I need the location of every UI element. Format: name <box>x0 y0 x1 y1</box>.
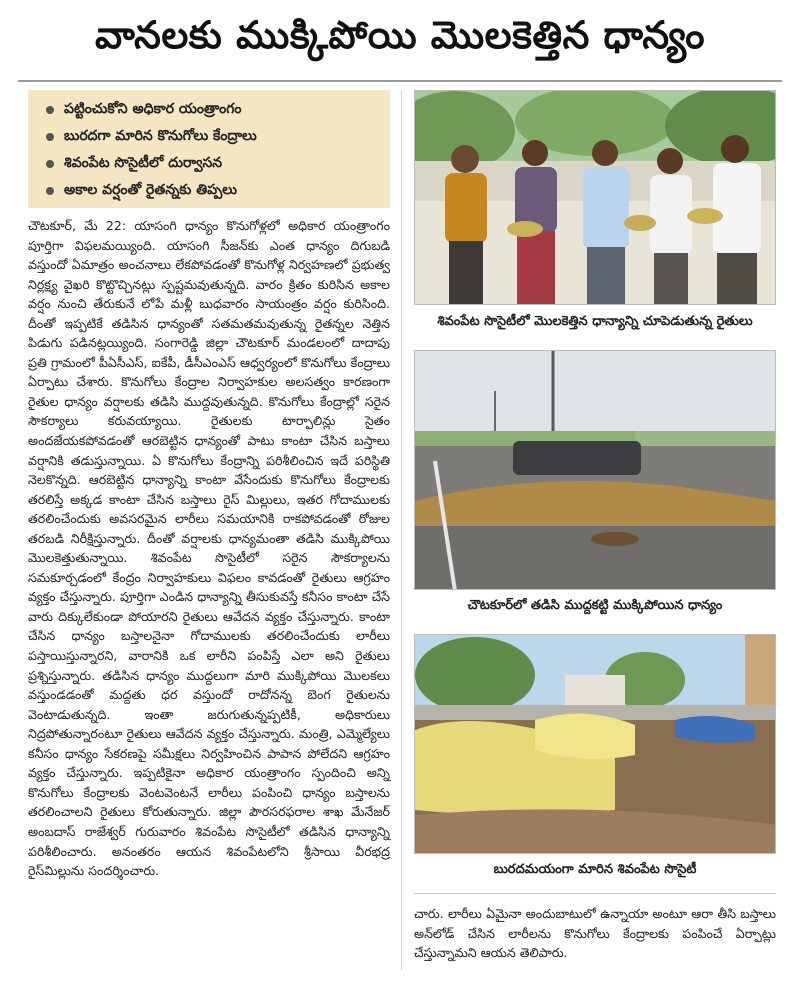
highlight-item <box>42 150 380 177</box>
highlights-list <box>42 96 380 204</box>
muddy-yard-photo-illustration <box>415 635 776 854</box>
highlight-text: పట్టించుకోని అధికార యంత్రాంగం <box>64 101 242 117</box>
highlight-text: శివంపేట సొసైటీలో దుర్వాసన <box>64 155 223 171</box>
headline: వానలకు ముక్కిపోయి మొలకెత్తిన ధాన్యం <box>95 13 705 57</box>
highlight-item <box>42 177 380 204</box>
bullet-icon <box>46 160 54 168</box>
highlight-item <box>42 123 380 150</box>
section-divider <box>414 893 776 894</box>
photo-caption: చౌటకూర్‌లో తడిసి ముద్దకట్టి ముక్కిపోయిన ధాన్యం <box>467 598 723 613</box>
article-continuation: చారు. లారీలు ఏమైనా అందుబాటులో ఉన్నాయా అంటూ ఆరా తీసి బస్తాలు అన్‌లోడ్ చేసిన లారీలను కొనుగోలు కేంద్రాలకు పంపించే ఏర్పాట్లు చేస్తున్నామని ఆయన తెలిపారు. <box>414 906 776 961</box>
column-divider <box>401 90 402 970</box>
photo-farmers <box>414 90 776 305</box>
headline-divider <box>18 80 782 82</box>
article-body <box>28 216 390 881</box>
photo-caption: బురదమయంగా మారిన శివంపేట సొసైటీ <box>493 862 697 877</box>
photo-wet-grain <box>414 350 776 590</box>
bullet-icon <box>46 187 54 195</box>
highlights-box <box>28 90 390 208</box>
bullet-icon <box>46 106 54 114</box>
photo-caption: శివంపేట సొసైటీలో మొలకెత్తిన ధాన్యాన్ని చూపెడుతున్న రైతులు <box>437 314 753 329</box>
article-paragraph: చౌటకూర్, మే 22: యాసంగి ధాన్యం కొనుగోళ్లలో అధికార యంత్రాంగం పూర్తిగా విఫలమయ్యింది. యాసంగి సీజన్‌కు ఎంత ధాన్యం దిగుబడి వస్తుందో ఏమాత్రం అంచనాలు లేకపోవడంతో కొనుగోళ్ల నిర్వహణలో ప్రభుత్వ నిర్లక్ష్య వైఖరి కొట్టొచ్చినట్లు స్పష్టమవుతున్నది. వారం క్రితం కురిసిన అకాల వర్షం నుంచి తేరుకునే లోపే మళ్లీ బుధవారం సాయంత్రం వర్షం కురిసింది. దీంతో ఇప్పటికే తడిసిన ధాన్యంతో సతమతమవుతున్న రైతన్నల నెత్తిన పిడుగు పడినట్లయ్యింది. సంగారెడ్డి జిల్లా చౌటకూర్ మండలంలో దాదాపు ప్రతి గ్రామంలో పీఏసీఎస్, ఐకేపీ, డీసీఎంఎస్ ఆధ్వర్యంలో కొనుగోలు కేంద్రాలు ఏర్పాటు చేశారు. కొనుగోలు కేంద్రాల నిర్వాహకుల అలసత్వం కారణంగా రైతుల ధాన్యం వర్షాలకు తడిసి ముద్దవుతున్నది. కొనుగోలు కేంద్రాల్లో సరైన సౌకర్యాలు కరువయ్యాయి. రైతులకు టార్పాలిన్లు సైతం అందజేయకపోవడంతో ఆరబెట్టిన ధాన్యంతో పాటు కాంటా చేసిన బస్తాలు వర్షానికి తడుస్తున్నాయి. ఏ కొనుగోలు కేంద్రాన్ని పరిశీలించిన ఇదే పరిస్థితి నెలకొన్నది. ఆరబెట్టిన ధాన్యాన్ని కాంటా వేసేందుకు కొనుగోలు కేంద్రాలకు తరలిస్తే అక్కడ కాంటా చేసిన బస్తాలు రైస్ మిల్లులు, ఇతర గోదాములకు తరలించేందుకు అవసరమైన లారీలు సమయానికి రాకపోవడంతో రోజుల తరబడి నిరీక్షిస్తున్నారు. దీంతో వర్షాలకు ధాన్యమంతా తడిసి ముక్కిపోయి మొలకెత్తుతున్నాయి. శివంపేట సొసైటీలో సరైన సౌకర్యాలను సమకూర్చడంలో కేంద్రం నిర్వాహకులు విఫలం కావడంతో రైతులు ఆగ్రహం వ్యక్తం చేస్తున్నారు. పూర్తిగా ఎండిన ధాన్యాన్ని తీసుకువస్తే కనీసం కాంటా చేసే వారు దిక్కులేకుండా పోయారని రైతులు ఆవేదన వ్యక్తం చేస్తున్నారు. కాంటా చేసిన ధాన్యం బస్తాలనైనా గోదాములకు తరలించేందుకు లారీలు పస్తాయిస్తున్నారని, వారానికి ఒక లారీని పంపిస్తే ఎలా అని రైతులు ప్రశ్నిస్తున్నారు. తడిసిన ధాన్యం ముద్దలుగా మారి ముక్కిపోయి మొలకలు వస్తుండడంతో మద్దతు ధర వస్తుందో రాదోనన్న బెంగ రైతులను వెంటాడుతున్నది. ఇంతా జరుగుతున్నప్పటికీ, అధికారులు నిద్రపోతున్నారంటూ రైతులు ఆవేదన వ్యక్తం చేస్తున్నారు. మంత్రి, ఎమ్మెల్యేలు కనీసం ధాన్యం సేకరణపై సమీక్షలు నిర్వహించిన పాపాన పోలేదని ఆగ్రహం వ్యక్తం చేస్తున్నారు. ఇప్పటికైనా అధికార యంత్రాంగం స్పందించి అన్ని కొనుగోలు కేంద్రాలకు వెంటవెంటనే లారీలు పంపించి ధాన్యం బస్తాలను తరలించాలని రైతులు కోరుతున్నారు. జిల్లా పౌరసరఫరాల శాఖ మేనేజర్ అంబదాస్ రాజేశ్వర్ గురువారం శివంపేట సొసైటీలో తడిసిన ధాన్యాన్ని పరిశీలించారు. అనంతరం ఆయన శివంపేటలోని శ్రీసాయి వీరభద్ర రైస్‌మిల్లును సందర్శించారు. <box>28 218 390 879</box>
bullet-icon <box>46 133 54 141</box>
highlight-text: బురదగా మారిన కొనుగోలు కేంద్రాలు <box>64 128 257 144</box>
photo-muddy-yard <box>414 634 776 854</box>
farmers-photo-illustration <box>415 91 776 305</box>
highlight-item <box>42 96 380 123</box>
wet-grain-photo-illustration <box>415 351 776 590</box>
highlight-text: అకాల వర్షంతో రైతన్నకు తిప్పలు <box>64 182 237 198</box>
